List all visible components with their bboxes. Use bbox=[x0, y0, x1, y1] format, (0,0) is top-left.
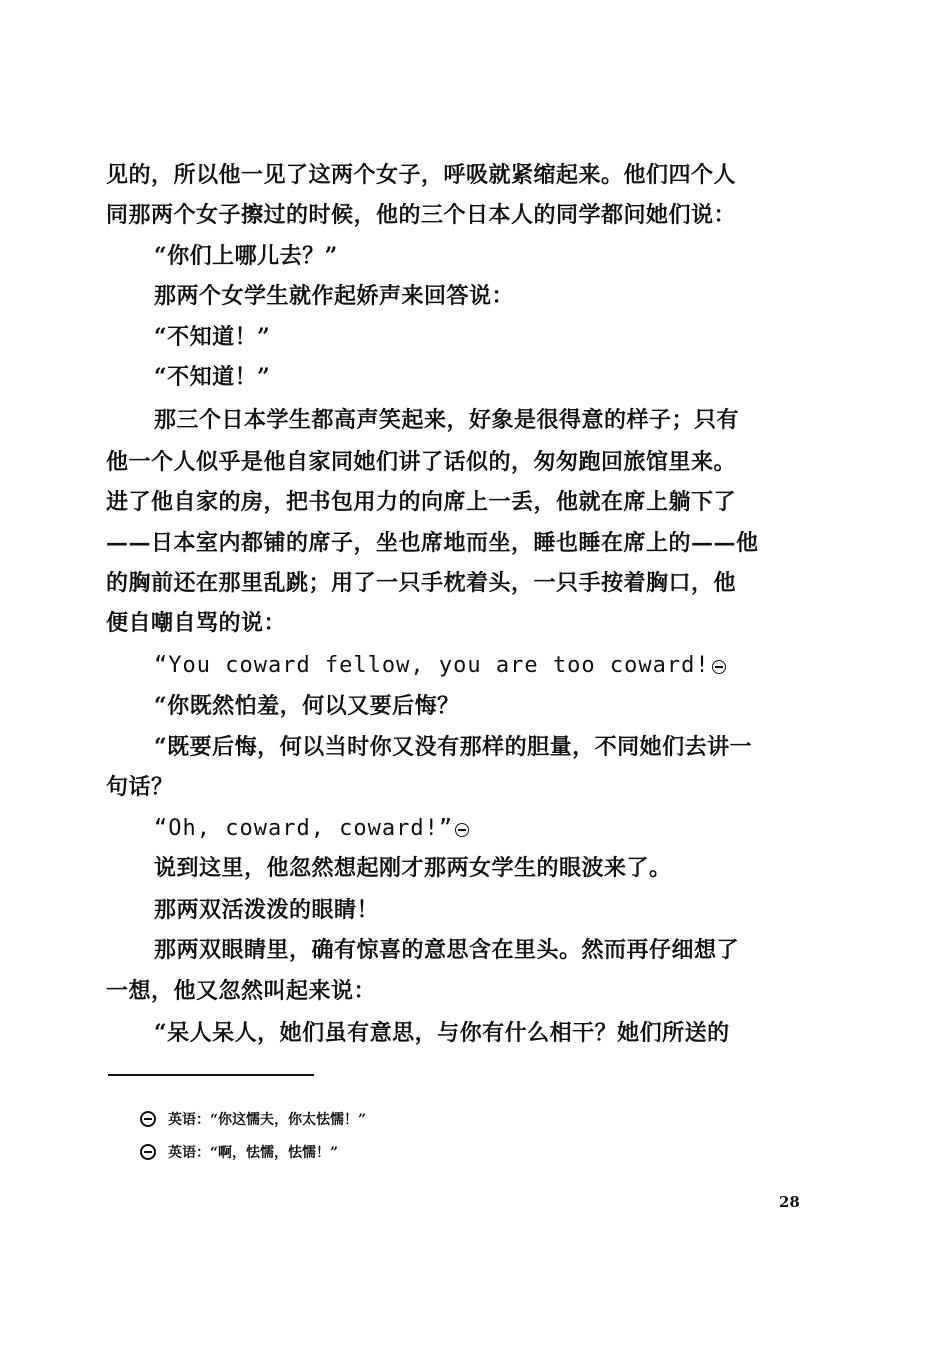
text-line-21: 一想，他又忽然叫起来说： bbox=[106, 978, 377, 1004]
text-line-14: “你既然怕羞，何以又要后悔？ bbox=[154, 693, 460, 719]
text-line-3: “你们上哪儿去？” bbox=[154, 243, 338, 269]
footnote-divider bbox=[108, 1074, 314, 1076]
text-line-20: 那两双眼睛里，确有惊喜的意思含在里头。然而再仔细想了 bbox=[154, 937, 740, 963]
text-line-15: “既要后悔，何以当时你又没有那样的胆量，不同她们去讲一 bbox=[154, 734, 753, 760]
text-line-7: 那三个日本学生都高声笑起来，好象是很得意的样子；只有 bbox=[154, 407, 740, 433]
text-line-13 bbox=[154, 650, 726, 681]
english-quote-1: “You coward fellow, you are too coward! bbox=[154, 653, 710, 678]
text-line-19: 那两双活泼泼的眼睛！ bbox=[154, 897, 380, 923]
page-number: 28 bbox=[779, 1193, 800, 1211]
text-line-17 bbox=[154, 813, 469, 844]
text-line-1: 见的，所以他一见了这两个女子，呼吸就紧缩起来。他们四个人 bbox=[106, 162, 737, 188]
footnote-1 bbox=[140, 1110, 366, 1130]
footnote-marker-2-icon bbox=[140, 1144, 156, 1160]
footnote-ref-1-icon bbox=[712, 660, 726, 674]
text-line-6: “不知道！” bbox=[154, 364, 271, 390]
text-line-18: 说到这里，他忽然想起刚才那两女学生的眼波来了。 bbox=[154, 855, 672, 881]
footnote-ref-2-icon bbox=[455, 823, 469, 837]
text-line-8: 他一个人似乎是他自家同她们讲了话似的，匆匆跑回旅馆里来。 bbox=[106, 449, 737, 475]
footnote-marker-1-icon bbox=[140, 1111, 156, 1127]
text-line-22: “呆人呆人，她们虽有意思，与你有什么相干？她们所送的 bbox=[154, 1020, 730, 1046]
text-line-16: 句话？ bbox=[106, 774, 174, 800]
footnote-2 bbox=[140, 1143, 338, 1163]
text-line-12: 便自嘲自骂的说： bbox=[106, 610, 287, 636]
english-quote-2: “Oh, coward, coward!” bbox=[154, 816, 454, 841]
text-line-4: 那两个女学生就作起娇声来回答说： bbox=[154, 283, 515, 309]
footnote-1-text: 英语：“你这懦夫，你太怯懦！” bbox=[168, 1112, 367, 1128]
text-line-2: 同那两个女子擦过的时候，他的三个日本人的同学都问她们说： bbox=[106, 202, 737, 228]
text-line-10: ——日本室内都铺的席子，坐也席地而坐，睡也睡在席上的——他 bbox=[106, 530, 759, 556]
text-line-9: 进了他自家的房，把书包用力的向席上一丢，他就在席上躺下了 bbox=[106, 489, 737, 515]
footnote-2-text: 英语：“啊，怯懦，怯懦！” bbox=[168, 1145, 339, 1161]
text-line-5: “不知道！” bbox=[154, 324, 271, 350]
text-line-11: 的胸前还在那里乱跳；用了一只手枕着头，一只手按着胸口，他 bbox=[106, 570, 737, 596]
